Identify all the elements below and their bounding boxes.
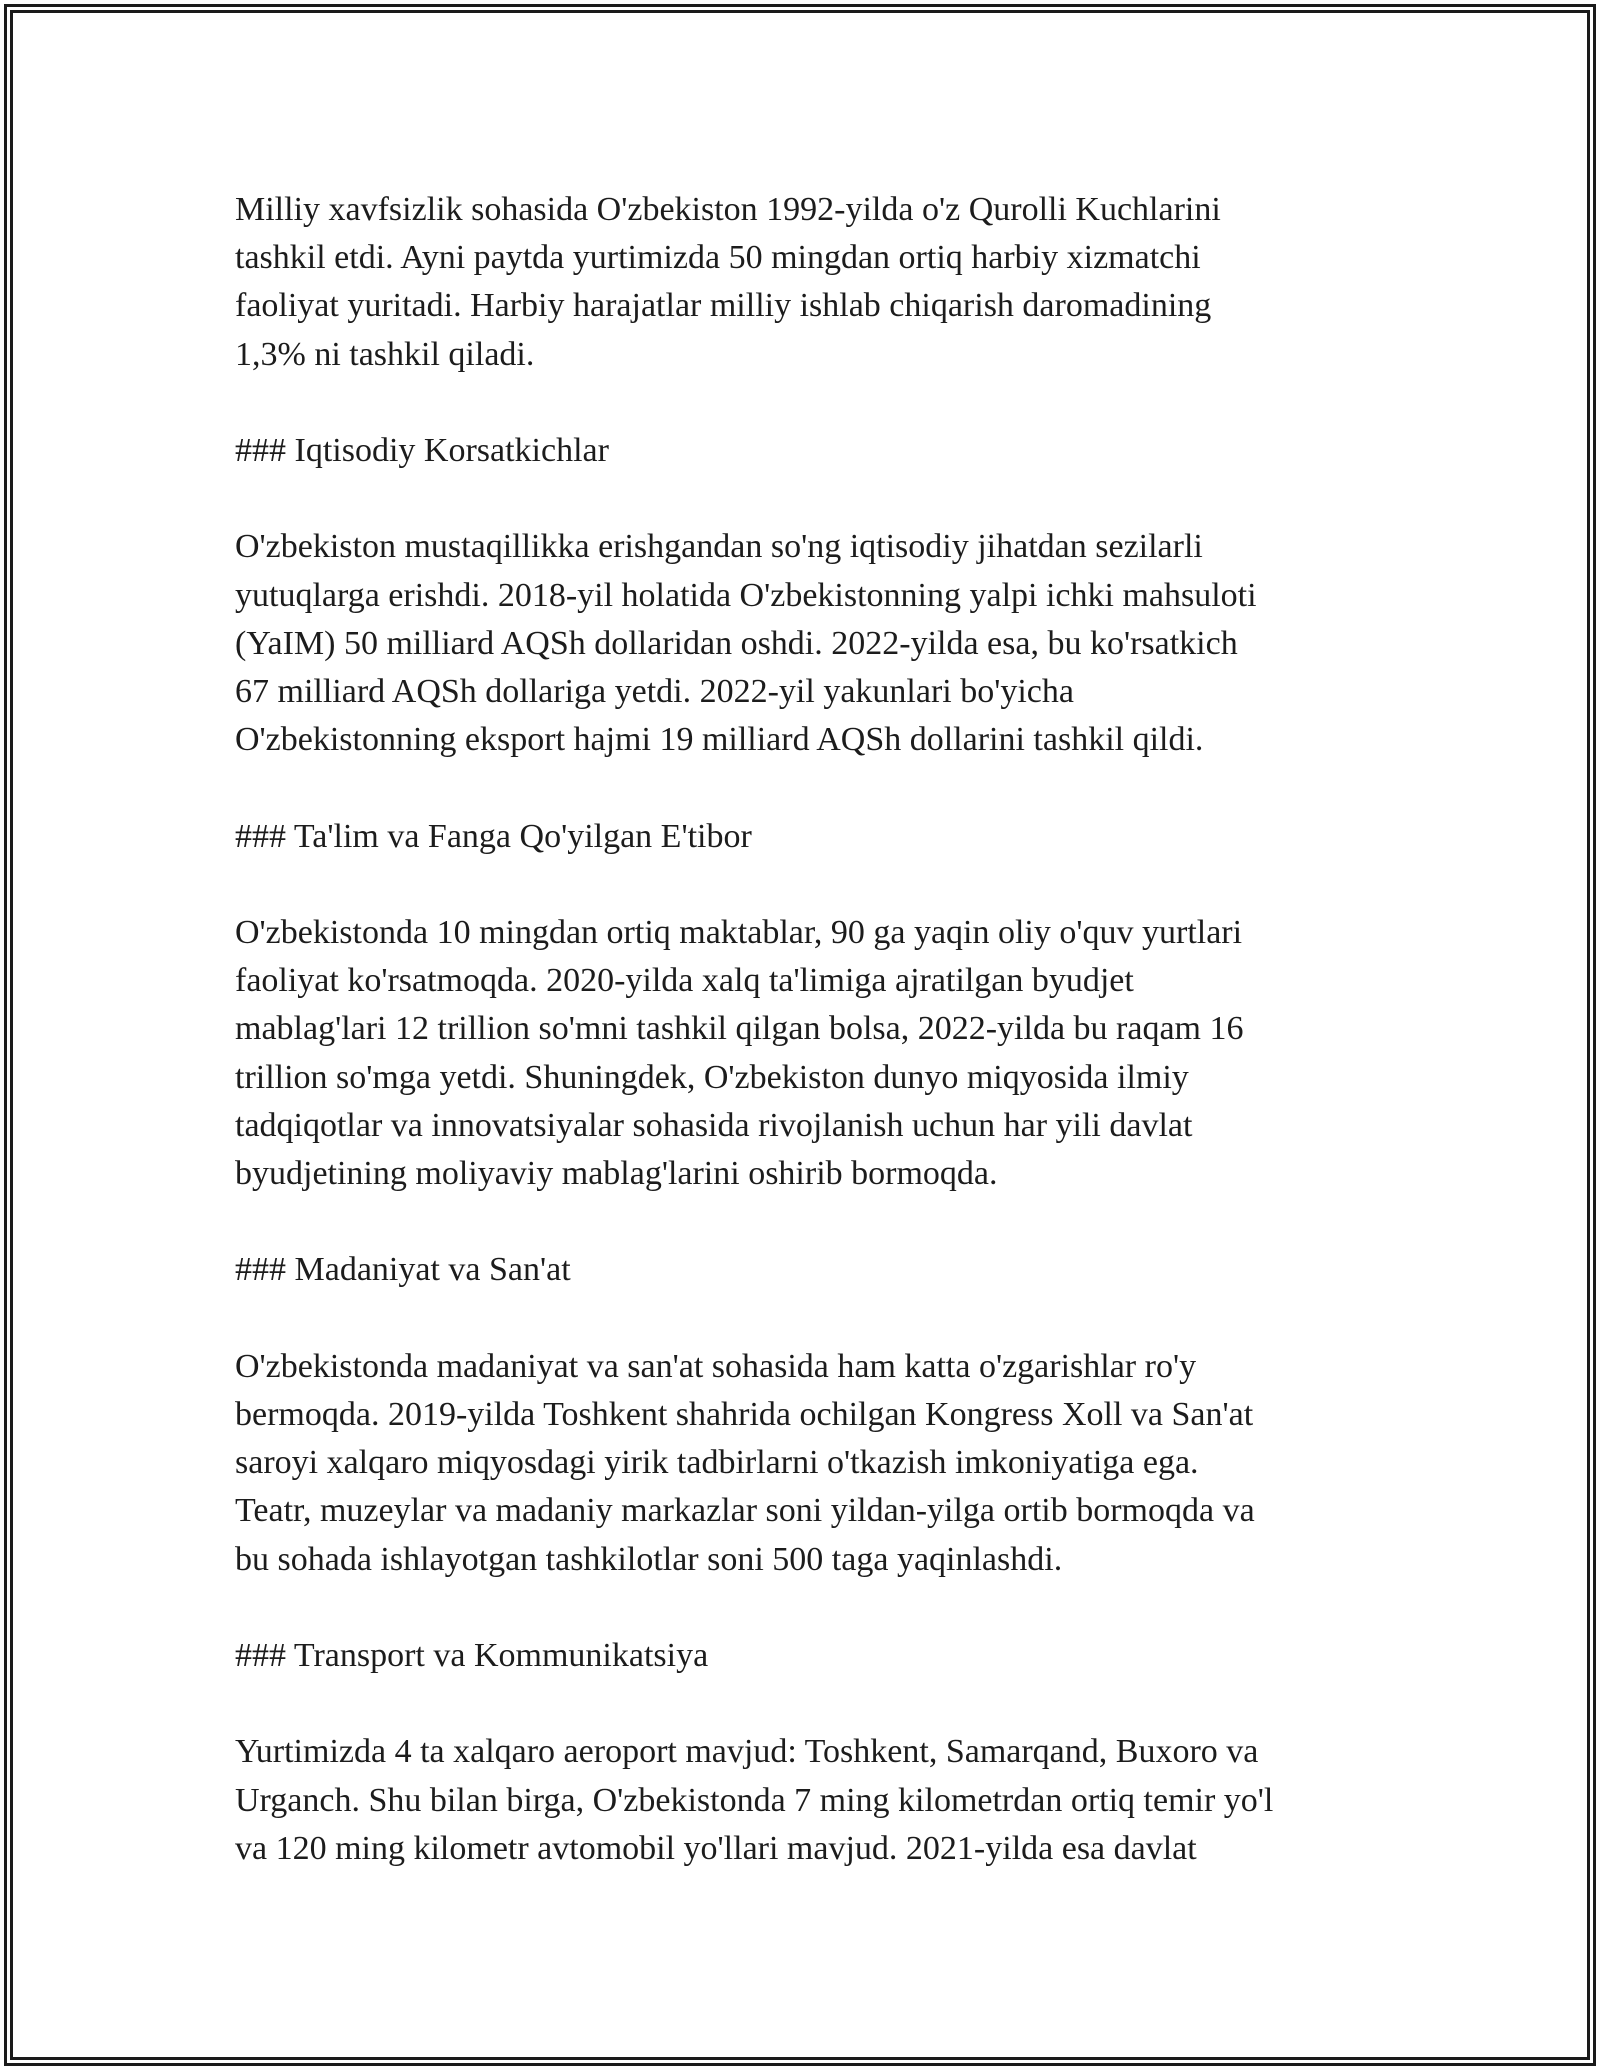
text-line: Urganch. Shu bilan birga, O'zbekistonda 7 ming kilometrdan ortiq temir yo'l [235, 1781, 1274, 1819]
text-line: Milliy xavfsizlik sohasida O'zbekiston 1992-yilda o'z Qurolli Kuchlarini [235, 191, 1221, 228]
section-heading [235, 427, 1385, 475]
text-line: (YaIM) 50 milliard AQSh dollaridan oshdi. 2022-yilda esa, bu ko'rsatkich [235, 624, 1238, 662]
text-line: mablag'lari 12 trillion so'mni tashkil qilgan bolsa, 2022-yilda bu raqam 16 [235, 1010, 1244, 1048]
text-line: 1,3% ni tashkil qiladi. [235, 335, 535, 373]
text-line: tashkil etdi. Ayni paytda yurtimizda 50 mingdan ortiq harbiy xizmatchi [235, 239, 1201, 277]
section-heading [235, 1632, 1385, 1680]
text-line: O'zbekistonning eksport hajmi 19 milliard AQSh dollarini tashkil qildi. [235, 721, 1204, 759]
paragraph [235, 1728, 1385, 1873]
text-line: Yurtimizda 4 ta xalqaro aeroport mavjud: Toshkent, Samarqand, Buxoro va [235, 1733, 1259, 1771]
text-line: bermoqda. 2019-yilda Toshkent shahrida ochilgan Kongress Xoll va San'at [235, 1395, 1254, 1433]
paragraph [235, 186, 1385, 379]
text-line: saroyi xalqaro miqyosdagi yirik tadbirlarni o'tkazish imkoniyatiga ega. [235, 1444, 1199, 1482]
document-body [235, 186, 1385, 1921]
text-line: ### Ta'lim va Fanga Qo'yilgan E'tibor [235, 817, 752, 855]
text-line: va 120 ming kilometr avtomobil yo'llari mavjud. 2021-yilda esa davlat [235, 1829, 1197, 1867]
paragraph [235, 909, 1385, 1198]
text-line: byudjetining moliyaviy mablag'larini oshirib bormoqda. [235, 1155, 998, 1192]
text-line: trillion so'mga yetdi. Shuningdek, O'zbekiston dunyo miqyosida ilmiy [235, 1058, 1189, 1096]
section-heading [235, 1246, 1385, 1294]
text-line: faoliyat yuritadi. Harbiy harajatlar milliy ishlab chiqarish daromadining [235, 287, 1212, 325]
text-line: ### Iqtisodiy Korsatkichlar [235, 432, 609, 469]
text-line: tadqiqotlar va innovatsiyalar sohasida rivojlanish uchun har yili davlat [235, 1106, 1193, 1144]
paragraph [235, 1343, 1385, 1584]
text-line: Teatr, muzeylar va madaniy markazlar soni yildan-yilga ortib bormoqda va [235, 1492, 1255, 1530]
text-line: faoliyat ko'rsatmoqda. 2020-yilda xalq ta'limiga ajratilgan byudjet [235, 962, 1134, 1000]
text-line: bu sohada ishlayotgan tashkilotlar soni 500 taga yaqinlashdi. [235, 1540, 1063, 1578]
text-line: ### Madaniyat va San'at [235, 1251, 571, 1289]
text-line: yutuqlarga erishdi. 2018-yil holatida O'zbekistonning yalpi ichki mahsuloti [235, 576, 1257, 614]
text-line: ### Transport va Kommunikatsiya [235, 1636, 709, 1674]
text-line: O'zbekistonda madaniyat va san'at sohasida ham katta o'zgarishlar ro'y [235, 1347, 1197, 1385]
paragraph [235, 523, 1385, 764]
text-line: O'zbekiston mustaqillikka erishgandan so'ng iqtisodiy jihatdan sezilarli [235, 528, 1203, 566]
text-line: 67 milliard AQSh dollariga yetdi. 2022-yil yakunlari bo'yicha [235, 673, 1074, 710]
section-heading [235, 813, 1385, 861]
text-line: O'zbekistonda 10 mingdan ortiq maktablar, 90 ga yaqin oliy o'quv yurtlari [235, 913, 1243, 951]
